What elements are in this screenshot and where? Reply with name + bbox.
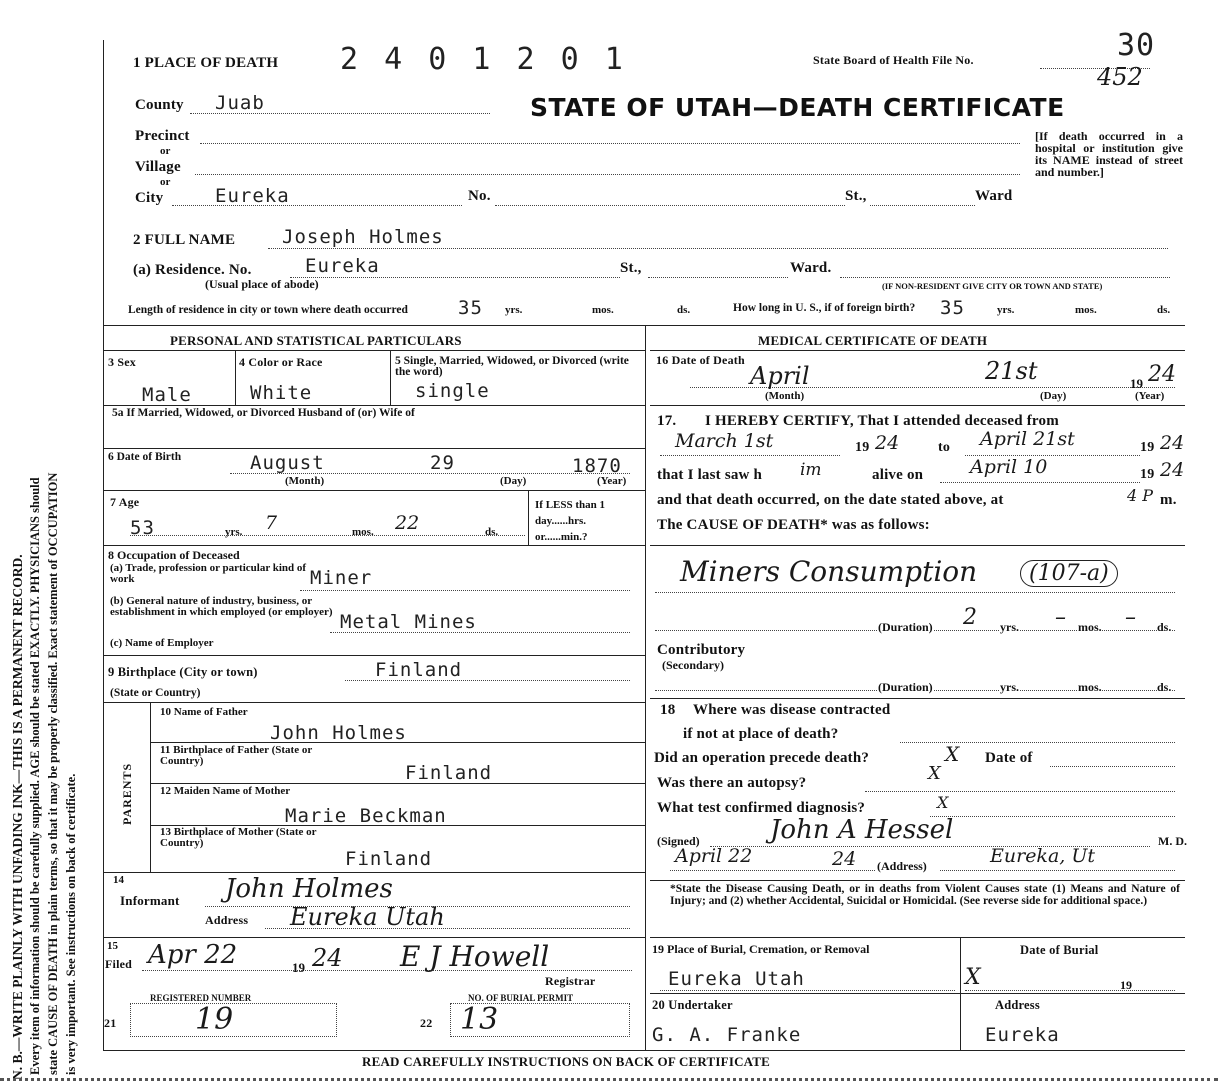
- bottom-border: [103, 1050, 1185, 1051]
- nonresident-note: (IF NON-RESIDENT GIVE CITY OR TOWN AND STATE): [882, 281, 1103, 291]
- death-time: 4 P: [1127, 486, 1154, 505]
- last-saw-him: im: [800, 460, 822, 480]
- physician-sign-year: 24: [832, 848, 857, 870]
- burial-permit-value: 13: [460, 1002, 499, 1037]
- county-label: County: [135, 97, 184, 113]
- personal-section-title: PERSONAL AND STATISTICAL PARTICULARS: [170, 333, 462, 348]
- disease-contracted-question: Where was disease contracted: [693, 702, 891, 718]
- last-saw-text: that I last saw h: [657, 467, 763, 483]
- informant-label: Informant: [120, 893, 180, 908]
- sex-value: Male: [142, 384, 192, 406]
- dob-month: August: [250, 452, 325, 474]
- autopsy-question: Was there an autopsy?: [657, 775, 807, 791]
- ward-label: Ward: [975, 188, 1013, 204]
- last-seen-year: 24: [1160, 459, 1185, 481]
- duration-ds: –: [1125, 605, 1136, 630]
- contributory-label: Contributory: [657, 642, 746, 658]
- length-yrs: 35: [458, 297, 483, 319]
- mother-birthplace-label: 13 Birthplace of Mother (State or Country): [160, 826, 317, 849]
- page-bottom-edge: [0, 1078, 1218, 1081]
- cause-footnote: *State the Disease Causing Death, or in deaths from Violent Causes state (1) Means and Nature of Injury; and (2) whether Accidental, Suicidal or Homicidal. (See reverse side for additional space.): [670, 883, 1180, 907]
- filed-label: Filed: [105, 957, 132, 971]
- dob-day: 29: [430, 452, 455, 474]
- attended-to-year: 24: [1160, 432, 1185, 454]
- certify-text: I HEREBY CERTIFY, That I attended deceased from: [705, 413, 1059, 429]
- certificate-title: STATE OF UTAH—DEATH CERTIFICATE: [530, 93, 1065, 122]
- residence-label: (a) Residence. No.: [133, 262, 252, 278]
- color-value: White: [250, 382, 313, 404]
- village-label: Village: [135, 159, 181, 175]
- place-of-death-label: 1 PLACE OF DEATH: [133, 55, 279, 71]
- less-than-day-note: If LESS than 1 day......hrs. or......min.?: [535, 499, 606, 543]
- usual-place-note: (Usual place of abode): [205, 277, 319, 291]
- occupation-label: 8 Occupation of Deceased: [108, 548, 240, 562]
- last-seen-date: April 10: [970, 456, 1048, 478]
- us-yrs: 35: [940, 297, 965, 319]
- death-month: April: [750, 362, 810, 390]
- marital-value: single: [415, 380, 490, 402]
- physician-sign-date: April 22: [675, 845, 753, 867]
- full-name-value: Joseph Holmes: [282, 226, 444, 248]
- cause-of-death-label: The CAUSE OF DEATH* was as follows:: [657, 517, 930, 533]
- length-of-residence-label: Length of residence in city or town where death occurred: [128, 304, 408, 316]
- burial-date-label: Date of Burial: [1020, 943, 1099, 957]
- attended-from-year: 24: [875, 432, 900, 454]
- duration-mos: –: [1055, 605, 1066, 630]
- physician-address: Eureka, Ut: [990, 845, 1096, 867]
- filed-year: 24: [312, 944, 343, 972]
- occupation-b-label: (b) General nature of industry, business, or establishment in which employed (or employer): [110, 595, 333, 618]
- file-no: 30: [1117, 28, 1156, 63]
- city-value: Eureka: [215, 185, 290, 207]
- birthplace-value: Finland: [375, 659, 463, 681]
- age-yrs: 53: [130, 517, 155, 539]
- father-birthplace-value: Finland: [405, 762, 493, 784]
- operation-answer: X: [945, 742, 960, 766]
- city-label: City: [135, 190, 164, 206]
- age-label: 7 Age: [110, 495, 140, 509]
- side-note-line2: Every item of information should be carefully supplied. AGE should be stated EXACTLY. PHYSICIANS should: [28, 477, 42, 1075]
- middle-divider: [645, 325, 646, 1050]
- place-of-death-number: 2 4 0 1 2 0 1: [340, 42, 627, 77]
- precinct-label: Precinct: [135, 128, 190, 144]
- medical-section-title: MEDICAL CERTIFICATE OF DEATH: [758, 333, 988, 348]
- marital-label: 5 Single, Married, Widowed, or Divorced (write the word): [395, 355, 629, 378]
- or-2: or: [160, 176, 171, 188]
- top-section-divider: [103, 325, 1185, 326]
- registered-number-value: 19: [195, 1002, 234, 1037]
- filed-date: Apr 22: [148, 940, 238, 970]
- mother-birthplace-value: Finland: [345, 848, 433, 870]
- registrar-label: Registrar: [545, 974, 596, 988]
- father-birthplace-label: 11 Birthplace of Father (State or Country): [160, 744, 313, 767]
- side-note-line4: is very important. See instructions on back of certificate.: [64, 773, 78, 1075]
- registered-number-label: REGISTERED NUMBER: [150, 993, 252, 1003]
- death-date-label: 16 Date of Death: [656, 353, 745, 367]
- age-mos: 7: [265, 512, 278, 534]
- dob-year: 1870: [572, 455, 622, 477]
- side-note-permanent-record: N. B.—WRITE PLAINLY WITH UNFADING INK—THIS IS A PERMANENT RECORD.: [10, 554, 25, 1080]
- residence-ward-label: Ward.: [790, 260, 832, 276]
- side-note-line3: state CAUSE OF DEATH in plain terms, so that it may be properly classified. Exact statement of OCCUPATION: [46, 472, 60, 1075]
- residence-value: Eureka: [305, 255, 380, 277]
- residence-st-label: St.,: [620, 260, 642, 276]
- informant-address-label: Address: [205, 913, 249, 927]
- operation-question: Did an operation precede death?: [654, 750, 870, 766]
- burial-date-value: X: [965, 965, 981, 990]
- occupation-c-label: (c) Name of Employer: [110, 637, 214, 649]
- undertaker-address-value: Eureka: [985, 1024, 1060, 1046]
- sex-label: 3 Sex: [108, 355, 136, 369]
- mother-value: Marie Beckman: [285, 805, 447, 827]
- death-day: 21st: [985, 357, 1038, 385]
- undertaker-value: G. A. Franke: [652, 1024, 802, 1046]
- occupation-a-label: (a) Trade, profession or particular kind of work: [110, 562, 307, 585]
- attended-to: April 21st: [980, 428, 1075, 450]
- color-label: 4 Color or Race: [239, 355, 323, 369]
- death-certificate-page: N. B.—WRITE PLAINLY WITH UNFADING INK—THIS IS A PERMANENT RECORD. Every item of information should be carefully supplied. AGE should be stated EXACTLY. PHYSICIANS should state CAUSE OF DEATH in plain terms, so that it may be properly classified. Exact statement of OCCUPATION is very important. See instructions on back of certificate. 1 PLACE OF DEATH 2 4 0 1 2 0 1 State Board of Health File No. 30 452 STATE OF UTAH—DEATH CERTIFICATE County Juab Precinct or Village or City Eureka No. St., Ward [If death occurred in a hospital or institution give its NAME instead of street and number.] 2 FULL NAME Joseph Holmes (a) Residence. No. Eureka (Usual place of abode) St., Ward. (IF NON-RESIDENT GIVE CITY OR TOWN AND STATE) Length of residence in city or town where death occurred 35 yrs. mos. ds. How long in U. S., if of foreign birth? 35 yrs. mos. ds. PERSONAL AND STATISTICAL PARTICULARS 3 Sex Male 4 Color or Race White 5 Single, Married, Widowed, or Divorced (write the word) single 5a If Married, Widowed, or Divorced Husband of (or) Wife of 6 Date of Birth August 29 1870 (Month) (Day) (Year) 7 Age 53 yrs. 7 mos. 22 ds. If LESS than 1 day......hrs. or......min.? 8 Occupation of Deceased (a) Trade, profession or particular kind of work Miner (b) General nature of industry, business, or establishment in which employed (or employer) Metal Mines (c) Name of Employer 9 Birthplace (City or town) Finland (State or Country) PARENTS 10 Name of Father John Holmes 11 Birthplace of Father (State or Country) Finland 12 Maiden Name of Mother Marie Beckman 13 Birthplace of Mother (State or Country) Finland 14 Informant John Holmes Address Eureka Utah 15 Filed Apr 22 19 24 E J Howell Registrar REGISTERED NUMBER 21 19 NO. OF BURIAL PERMIT 22 13 MEDICAL CERTIFICATE OF DEATH 16 Date of Death April 21st 19 24 (Month) (Day) (Year) 17. I HEREBY CERTIFY, That I attended deceased from March 1st 19 24 to April 21st 19 24 that I last saw h im alive on April 10 19 24 and that death occurred, on the date stated above, at 4 P m. The CAUSE OF DEATH* was as follows: Miners Consumption (107-a) (Duration) 2 yrs. – mos. – ds. Contributory (Secondary) (Duration) yrs. mos. ds. 18 Where was disease contracted if not at place of death? Did an operation precede death? X Date of Was there an autopsy? X What test confirmed diagnosis? X (Signed) John A Hessel M. D. April 22 24 (Address) Eureka, Ut *State the Disease Causing Death, or in deaths from Violent Causes state (1) Means and Nature of Injury; and (2) whether Accidental, Suicidal or Homicidal. (See reverse side for additional space.) 19 Place of Burial, Cremation, or Removal Eureka Utah Date of Burial X 19 20 Undertaker G. A. Franke Address Eureka READ CAREFULLY INSTRUCTIONS ON BACK OF CERTIFICATE: [0, 0, 1218, 1090]
- file-no-label: State Board of Health File No.: [813, 53, 974, 67]
- burial-permit-label: NO. OF BURIAL PERMIT: [468, 993, 574, 1003]
- cause-code: (107-a): [1020, 560, 1118, 587]
- birthplace-label: 9 Birthplace (City or town): [108, 665, 258, 679]
- registrar-signature: E J Howell: [400, 940, 550, 973]
- spouse-label: 5a If Married, Widowed, or Divorced Husband of (or) Wife of: [112, 407, 415, 419]
- cause-of-death-value: Miners Consumption: [680, 555, 978, 588]
- death-year: 24: [1148, 362, 1176, 387]
- father-label: 10 Name of Father: [160, 706, 248, 718]
- or-1: or: [160, 145, 171, 157]
- informant-address-value: Eureka Utah: [290, 903, 445, 931]
- st-label: St.,: [845, 188, 867, 204]
- physician-signature: John A Hessel: [770, 815, 954, 845]
- parents-label: PARENTS: [120, 762, 134, 825]
- dob-label: 6 Date of Birth: [108, 451, 182, 463]
- undertaker-label: 20 Undertaker: [652, 998, 733, 1012]
- father-value: John Holmes: [270, 722, 407, 744]
- death-occurred-text: and that death occurred, on the date stated above, at: [657, 492, 1004, 508]
- no-label: No.: [468, 188, 491, 204]
- file-no-2: 452: [1097, 63, 1143, 91]
- mother-label: 12 Maiden Name of Mother: [160, 785, 291, 797]
- duration-yrs: 2: [963, 605, 977, 630]
- registered-number-box: [130, 1003, 337, 1037]
- age-ds: 22: [395, 512, 420, 534]
- autopsy-answer: X: [928, 763, 941, 784]
- undertaker-address-label: Address: [995, 998, 1040, 1012]
- full-name-label: 2 FULL NAME: [133, 232, 236, 248]
- test-question: What test confirmed diagnosis?: [657, 800, 866, 816]
- footer-instructions: READ CAREFULLY INSTRUCTIONS ON BACK OF CERTIFICATE: [362, 1054, 771, 1069]
- county-value: Juab: [215, 92, 265, 114]
- occupation-b-value: Metal Mines: [340, 611, 477, 633]
- burial-place-label: 19 Place of Burial, Cremation, or Removal: [652, 942, 870, 956]
- hospital-note: [If death occurred in a hospital or institution give its NAME instead of street and number.]: [1035, 129, 1183, 179]
- test-answer: X: [937, 793, 949, 812]
- attended-from: March 1st: [675, 430, 774, 452]
- informant-value: John Holmes: [225, 874, 393, 904]
- occupation-a-value: Miner: [310, 567, 373, 589]
- us-residence-label: How long in U. S., if of foreign birth?: [733, 302, 916, 314]
- burial-place-value: Eureka Utah: [668, 968, 805, 990]
